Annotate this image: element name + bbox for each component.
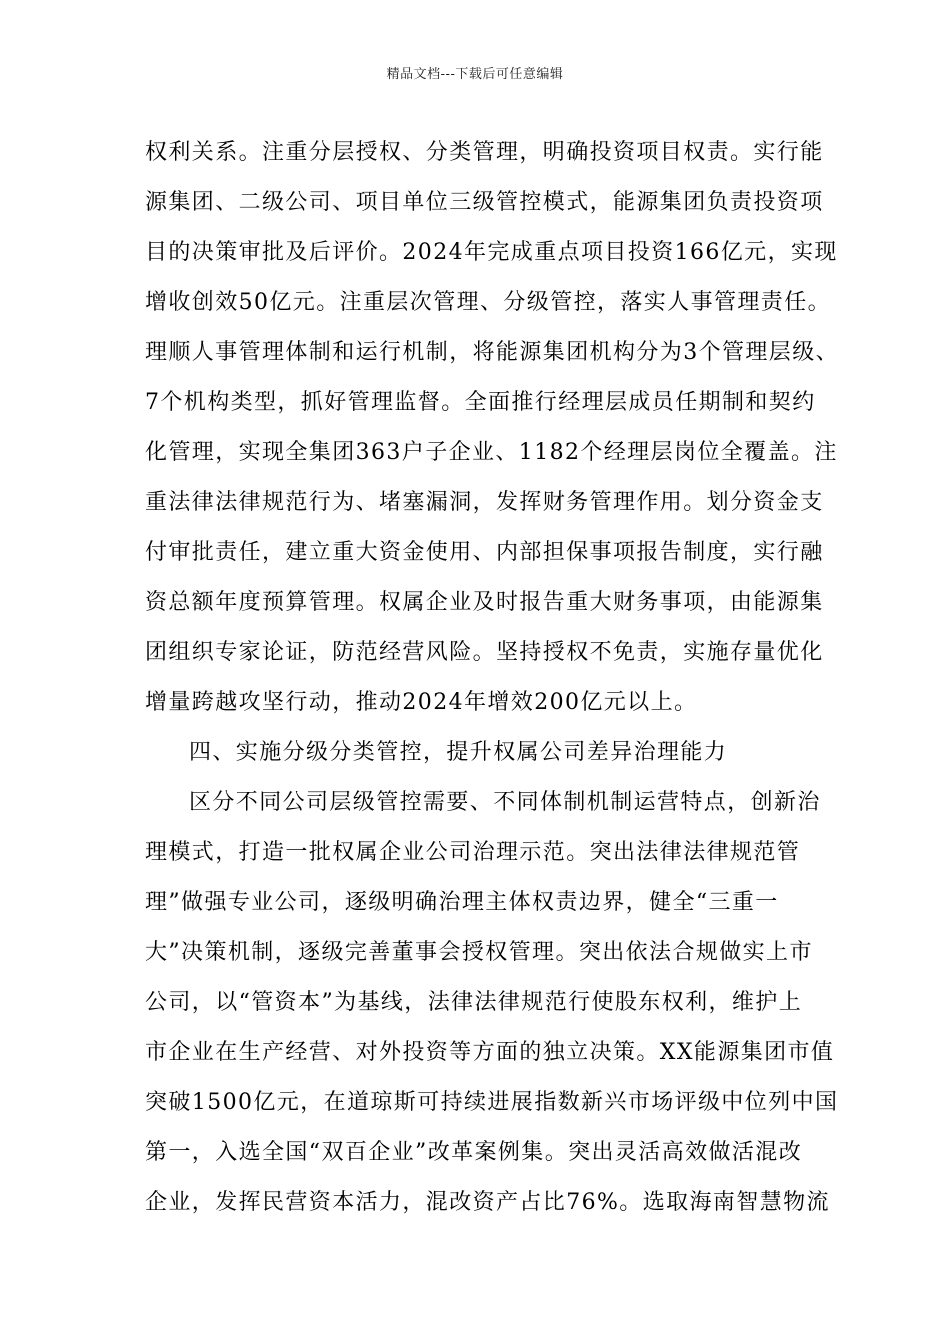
text-line: 区分不同公司层级管控需要、不同体制机制运营特点，创新治 <box>189 790 821 815</box>
text-line: 化管理，实现全集团363户子企业、1182个经理层岗位全覆盖。注 <box>145 440 838 465</box>
text-line: 突破1500亿元，在道琼斯可持续进展指数新兴市场评级中位列中国 <box>145 1090 839 1115</box>
text-line: 团组织专家论证，防范经营风险。坚持授权不免责，实施存量优化 <box>145 640 824 665</box>
text-line: 资总额年度预算管理。权属企业及时报告重大财务事项，由能源集 <box>145 590 824 615</box>
text-line: 第一，入选全国“双百企业”改革案例集。突出灵活高效做活混改 <box>145 1140 803 1165</box>
page-header: 精品文档---下载后可任意编辑 <box>386 67 564 82</box>
section-heading: 四、实施分级分类管控，提升权属公司差异治理能力 <box>189 740 728 765</box>
text-line: 目的决策审批及后评价。2024年完成重点项目投资166亿元，实现 <box>145 240 838 265</box>
text-line: 市企业在生产经营、对外投资等方面的独立决策。XX能源集团市值 <box>145 1040 835 1065</box>
text-line: 源集团、二级公司、项目单位三级管控模式，能源集团负责投资项 <box>145 190 824 215</box>
text-line: 理模式，打造一批权属企业公司治理示范。突出法律法律规范管 <box>145 840 801 865</box>
text-line: 企业，发挥民营资本活力，混改资产占比76%。选取海南智慧物流 <box>145 1190 830 1215</box>
text-line: 7个机构类型，抓好管理监督。全面推行经理层成员任期制和契约 <box>145 390 816 415</box>
text-line: 增收创效50亿元。注重层次管理、分级管控，落实人事管理责任。 <box>145 290 831 315</box>
text-line: 理顺人事管理体制和运行机制，将能源集团机构分为3个管理层级、 <box>145 340 839 365</box>
text-line: 理”做强专业公司，逐级明确治理主体权责边界，健全“三重一 <box>145 890 779 915</box>
text-line: 重法律法律规范行为、堵塞漏洞，发挥财务管理作用。划分资金支 <box>145 490 824 515</box>
text-line: 权利关系。注重分层授权、分类管理，明确投资项目权责。实行能 <box>145 140 824 165</box>
text-line: 增量跨越攻坚行动，推动2024年增效200亿元以上。 <box>145 690 698 715</box>
text-line: 大”决策机制，逐级完善董事会授权管理。突出依法合规做实上市 <box>145 940 813 965</box>
text-line: 公司，以“管资本”为基线，法律法律规范行使股东权利，维护上 <box>145 990 803 1015</box>
text-line: 付审批责任，建立重大资金使用、内部担保事项报告制度，实行融 <box>145 540 824 565</box>
